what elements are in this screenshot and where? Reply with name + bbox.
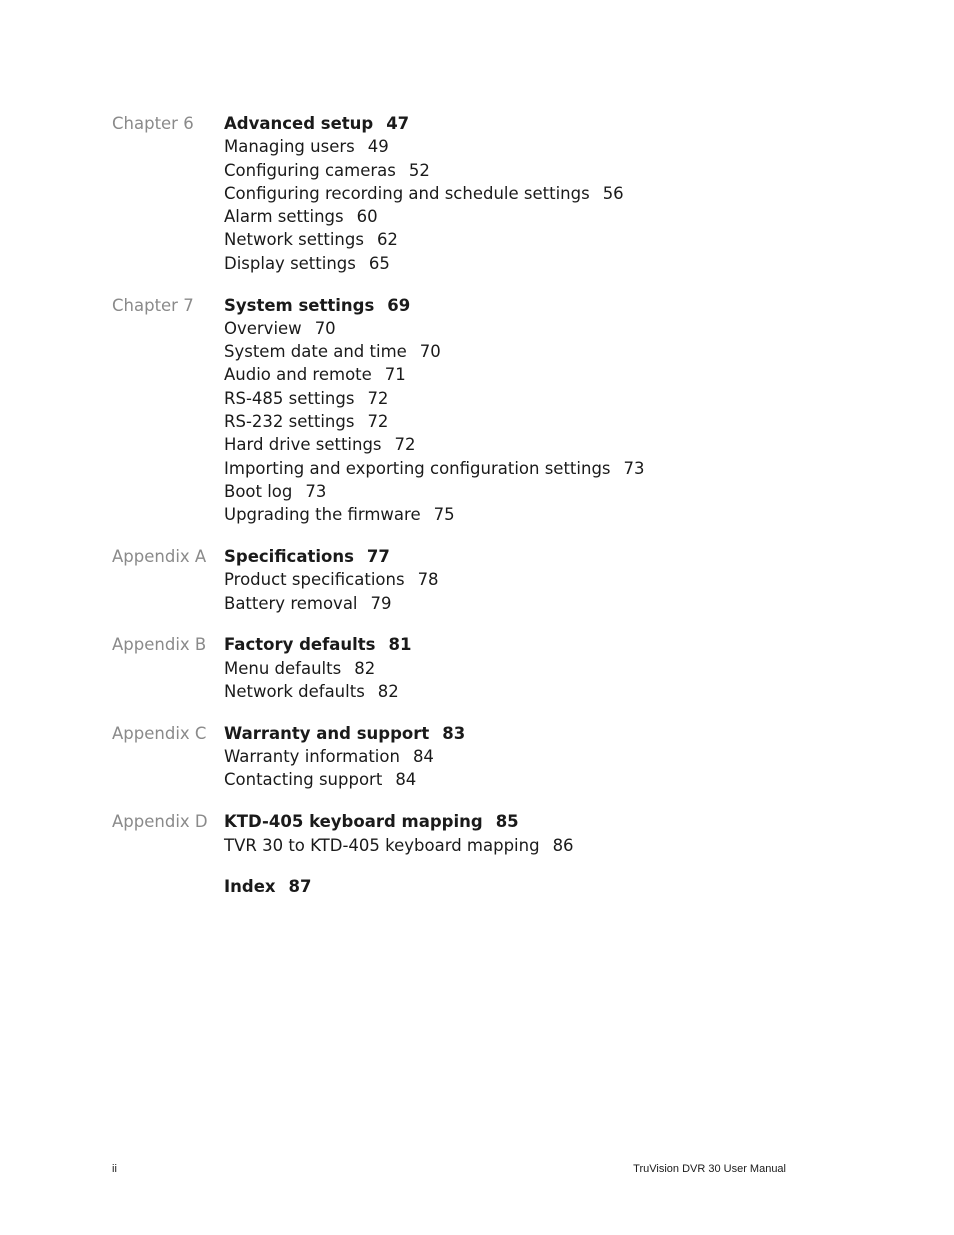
toc-title-page-number: 81 <box>388 635 412 655</box>
toc-title-page-number: 87 <box>288 877 312 897</box>
toc-section-entries <box>224 294 812 527</box>
toc-section-label: Appendix C <box>112 723 207 743</box>
toc-entry-text: Warranty information <box>224 747 400 767</box>
toc-title-page-number: 47 <box>386 114 410 133</box>
toc-section <box>112 875 812 898</box>
toc-entry-page-number: 70 <box>419 342 441 362</box>
toc-entry-text: Network settings <box>224 230 364 250</box>
toc-section <box>112 810 812 857</box>
toc-entry-text: Battery removal <box>224 593 358 613</box>
toc-entry[interactable] <box>224 317 812 340</box>
toc-entry[interactable] <box>224 680 812 703</box>
toc-entry-page-number: 72 <box>394 435 416 455</box>
toc-section-label: Chapter 6 <box>112 114 194 133</box>
toc-entry[interactable] <box>224 410 812 433</box>
toc-entry[interactable] <box>224 182 812 205</box>
footer-page-number: ii <box>112 1163 117 1175</box>
toc-entry-text: RS-485 settings <box>224 388 355 408</box>
toc-entry[interactable] <box>224 159 812 182</box>
footer-manual-title: TruVision DVR 30 User Manual <box>633 1163 786 1175</box>
toc-section-entries <box>224 633 812 703</box>
toc-entry[interactable] <box>224 592 812 615</box>
toc-entry-page-number: 56 <box>602 183 624 203</box>
toc-entry[interactable] <box>224 252 812 275</box>
toc-entry-text: Display settings <box>224 253 356 273</box>
toc-entry-text: Configuring recording and schedule settings <box>224 183 590 203</box>
toc-entry-text: RS-232 settings <box>224 412 355 432</box>
toc-entry-page-number: 79 <box>370 593 392 613</box>
toc-section <box>112 633 812 703</box>
toc-title-text: Specifications <box>224 547 354 567</box>
toc-section-title[interactable] <box>224 112 812 135</box>
toc-entry-page-number: 62 <box>376 230 398 250</box>
toc-entry[interactable] <box>224 433 812 456</box>
toc-section-title[interactable] <box>224 722 812 745</box>
toc-entry-text: Network defaults <box>224 682 365 702</box>
toc-entry-page-number: 52 <box>408 160 430 180</box>
toc-entry-page-number: 75 <box>433 505 455 525</box>
toc-section-entries <box>224 875 812 898</box>
toc-section-entries <box>224 112 812 275</box>
toc-section-entries <box>224 810 812 857</box>
toc-section <box>112 722 812 792</box>
toc-entry-text: Contacting support <box>224 770 383 790</box>
toc-entry[interactable] <box>224 340 812 363</box>
toc-entry[interactable] <box>224 768 812 791</box>
toc-section <box>112 112 812 275</box>
toc-title-page-number: 69 <box>387 295 411 315</box>
toc-section-title[interactable] <box>224 810 812 833</box>
toc-entry-page-number: 71 <box>384 365 406 385</box>
toc-entry-text: System date and time <box>224 342 407 362</box>
toc-section-label: Appendix D <box>112 812 208 832</box>
toc-section <box>112 294 812 527</box>
table-of-contents <box>112 112 812 917</box>
toc-entry-text: Alarm settings <box>224 207 344 227</box>
toc-section <box>112 545 812 615</box>
toc-entry-text: Overview <box>224 318 302 338</box>
toc-entry-text: Boot log <box>224 481 293 501</box>
toc-title-text: KTD-405 keyboard mapping <box>224 812 483 832</box>
toc-title-page-number: 83 <box>442 723 466 743</box>
toc-entry-page-number: 84 <box>395 770 417 790</box>
page-footer <box>112 1163 786 1175</box>
toc-section-title[interactable] <box>224 633 812 656</box>
toc-entry[interactable] <box>224 228 812 251</box>
toc-entry[interactable] <box>224 657 812 680</box>
toc-entry[interactable] <box>224 745 812 768</box>
toc-entry[interactable] <box>224 568 812 591</box>
toc-entry[interactable] <box>224 387 812 410</box>
toc-entry-page-number: 84 <box>412 747 434 767</box>
toc-entry-text: Menu defaults <box>224 658 342 678</box>
toc-entry-text: Importing and exporting configuration settings <box>224 458 611 478</box>
toc-entry[interactable] <box>224 205 812 228</box>
toc-section-entries <box>224 545 812 615</box>
toc-entry[interactable] <box>224 503 812 526</box>
toc-section-title[interactable] <box>224 294 812 317</box>
toc-entry[interactable] <box>224 135 812 158</box>
toc-title-text: Index <box>224 877 276 897</box>
toc-entry-text: Configuring cameras <box>224 160 396 180</box>
toc-section-entries <box>224 722 812 792</box>
toc-entry-text: Product specifications <box>224 570 405 590</box>
toc-entry-page-number: 78 <box>417 570 439 590</box>
toc-section-title[interactable] <box>224 875 812 898</box>
toc-section-label: Appendix B <box>112 635 207 655</box>
toc-title-text: System settings <box>224 295 375 315</box>
toc-section-label: Appendix A <box>112 547 207 567</box>
toc-entry[interactable] <box>224 363 812 386</box>
toc-entry[interactable] <box>224 480 812 503</box>
toc-entry-text: Upgrading the firmware <box>224 505 421 525</box>
toc-title-text: Warranty and support <box>224 723 430 743</box>
toc-title-text: Factory defaults <box>224 635 376 655</box>
toc-entry-page-number: 70 <box>314 318 336 338</box>
toc-entry-page-number: 49 <box>367 137 389 157</box>
toc-entry-page-number: 82 <box>377 682 399 702</box>
toc-title-text: Advanced setup <box>224 114 374 133</box>
toc-entry-text: TVR 30 to KTD-405 keyboard mapping <box>224 835 540 855</box>
toc-entry-text: Hard drive settings <box>224 435 382 455</box>
toc-entry-page-number: 86 <box>552 835 574 855</box>
toc-entry-page-number: 73 <box>623 458 645 478</box>
toc-entry-page-number: 82 <box>354 658 376 678</box>
toc-section-label: Chapter 7 <box>112 295 194 315</box>
toc-title-page-number: 85 <box>495 812 519 832</box>
toc-entry-text: Managing users <box>224 137 355 157</box>
toc-entry-page-number: 73 <box>305 481 327 501</box>
toc-entry-page-number: 65 <box>368 253 390 273</box>
toc-title-page-number: 77 <box>366 547 390 567</box>
toc-entry-text: Audio and remote <box>224 365 372 385</box>
toc-section-title[interactable] <box>224 545 812 568</box>
toc-entry[interactable] <box>224 457 812 480</box>
toc-section-label <box>112 875 224 898</box>
toc-entry-page-number: 72 <box>367 388 389 408</box>
toc-entry-page-number: 72 <box>367 412 389 432</box>
toc-entry[interactable] <box>224 834 812 857</box>
toc-entry-page-number: 60 <box>356 207 378 227</box>
